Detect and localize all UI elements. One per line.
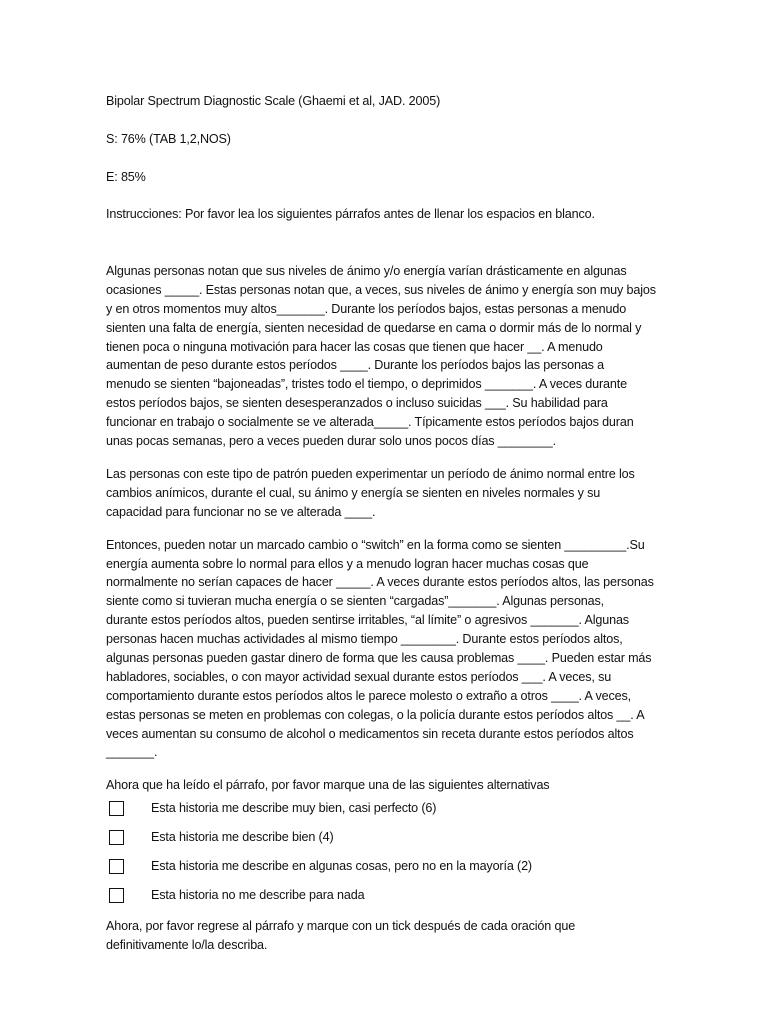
paragraph-line: ocasiones _____. Estas personas notan que, a veces, sus niveles de ánimo y energía son muy bajos bbox=[106, 282, 656, 297]
paragraph-line: tienen poca o ninguna motivación para hacer las cosas que tienen que hacer __. A menudo bbox=[106, 339, 603, 354]
paragraph-line: siente como si tuvieran mucha energía o se sienten “cargadas”_______. Algunas personas, bbox=[106, 594, 605, 609]
paragraph-line: durante estos períodos altos, pueden sentirse irritables, “al límite” o agresivos _______. Algunas bbox=[106, 613, 629, 628]
paragraph-line: _______. bbox=[106, 745, 158, 760]
paragraph-line: aumentan de peso durante estos períodos ____. Durante los períodos bajos las personas a bbox=[106, 358, 605, 373]
answer-option-label: Esta historia me describe en algunas cosas, pero no en la mayoría (2) bbox=[151, 859, 532, 874]
checkbox[interactable] bbox=[109, 859, 124, 874]
answer-option[interactable] bbox=[106, 888, 666, 917]
paragraph-line: algunas personas pueden gastar dinero de forma que les causa problemas ____. Pueden estar más bbox=[106, 650, 652, 665]
document-title: Bipolar Spectrum Diagnostic Scale (Ghaemi et al, JAD. 2005) bbox=[106, 94, 441, 108]
checkbox[interactable] bbox=[109, 830, 124, 845]
answer-option[interactable] bbox=[106, 859, 666, 888]
closing-line: Ahora, por favor regrese al párrafo y marque con un tick después de cada oración que bbox=[106, 919, 576, 934]
checkbox[interactable] bbox=[109, 888, 124, 903]
paragraph-line: personas hacen muchas actividades al mismo tiempo ________. Durante estos períodos altos, bbox=[106, 632, 623, 647]
paragraph-low-periods bbox=[106, 262, 666, 451]
paragraph-line: Algunas personas notan que sus niveles de ánimo y/o energía varían drásticamente en algunas bbox=[106, 264, 627, 279]
paragraph-line: unas pocas semanas, pero a veces pueden durar solo unos pocos días ________. bbox=[106, 434, 556, 449]
question-text: Ahora que ha leído el párrafo, por favor marque una de las siguientes alternativas bbox=[106, 778, 550, 793]
document-page bbox=[106, 92, 666, 955]
paragraph-normal-periods bbox=[106, 465, 666, 522]
paragraph-line: cambios anímicos, durante el cual, su ánimo y energía se sienten en niveles normales y su bbox=[106, 485, 601, 500]
sensitivity-text: S: 76% (TAB 1,2,NOS) bbox=[106, 131, 231, 146]
paragraph-line: energía aumenta sobre lo normal para ellos y a menudo logran hacer muchas cosas que bbox=[106, 556, 589, 571]
paragraph-line: funcionar en trabajo o socialmente se ve alterada_____. Típicamente estos períodos bajos duran bbox=[106, 415, 634, 430]
paragraph-line: comportamiento durante estos períodos altos le parece molesto o extraño a otros ____. A veces, bbox=[106, 688, 631, 703]
paragraph-line: veces aumentan su consumo de alcohol o medicamentos sin receta durante estos períodos altos bbox=[106, 726, 634, 741]
paragraph-line: habladores, sociables, o con mayor actividad sexual durante estos períodos ___. A veces, su bbox=[106, 669, 612, 684]
answer-option-label: Esta historia me describe bien (4) bbox=[151, 830, 334, 845]
paragraph-line: capacidad para funcionar no se ve alterada ____. bbox=[106, 504, 376, 519]
paragraph-line: y en otros momentos muy altos_______. Durante los períodos bajos, estas personas a menudo bbox=[106, 301, 627, 316]
paragraph-line: Las personas con este tipo de patrón pueden experimentar un período de ánimo normal entre los bbox=[106, 466, 635, 481]
answer-option-label: Esta historia me describe muy bien, casi perfecto (6) bbox=[151, 801, 437, 816]
paragraph-line: estas personas se meten en problemas con colegas, o la policía durante estos períodos altos __. A bbox=[106, 707, 645, 722]
closing-line: definitivamente lo/la describa. bbox=[106, 938, 268, 953]
answer-option[interactable] bbox=[106, 801, 666, 830]
paragraph-line: sienten una falta de energía, sienten necesidad de quedarse en cama o dormir más de lo normal y bbox=[106, 320, 642, 335]
paragraph-line: menudo se sienten “bajoneadas”, tristes todo el tiempo, o deprimidos _______. A veces durante bbox=[106, 377, 627, 392]
paragraph-line: estos períodos bajos, se sienten desesperanzados o incluso suicidas ___. Su habilidad para bbox=[106, 396, 608, 411]
paragraph-line: normalmente no serían capaces de hacer _____. A veces durante estos períodos altos, las personas bbox=[106, 575, 654, 590]
answer-option[interactable] bbox=[106, 830, 666, 859]
specificity-text: E: 85% bbox=[106, 169, 146, 184]
instructions-text: Instrucciones: Por favor lea los siguientes párrafos antes de llenar los espacios en blanco. bbox=[106, 207, 595, 222]
checkbox[interactable] bbox=[109, 801, 124, 816]
answer-options bbox=[106, 801, 666, 917]
closing-instructions bbox=[106, 917, 666, 955]
paragraph-high-periods bbox=[106, 536, 666, 763]
paragraph-line: Entonces, pueden notar un marcado cambio o “switch” en la forma como se sienten _________.Su bbox=[106, 537, 645, 552]
answer-option-label: Esta historia no me describe para nada bbox=[151, 888, 365, 903]
